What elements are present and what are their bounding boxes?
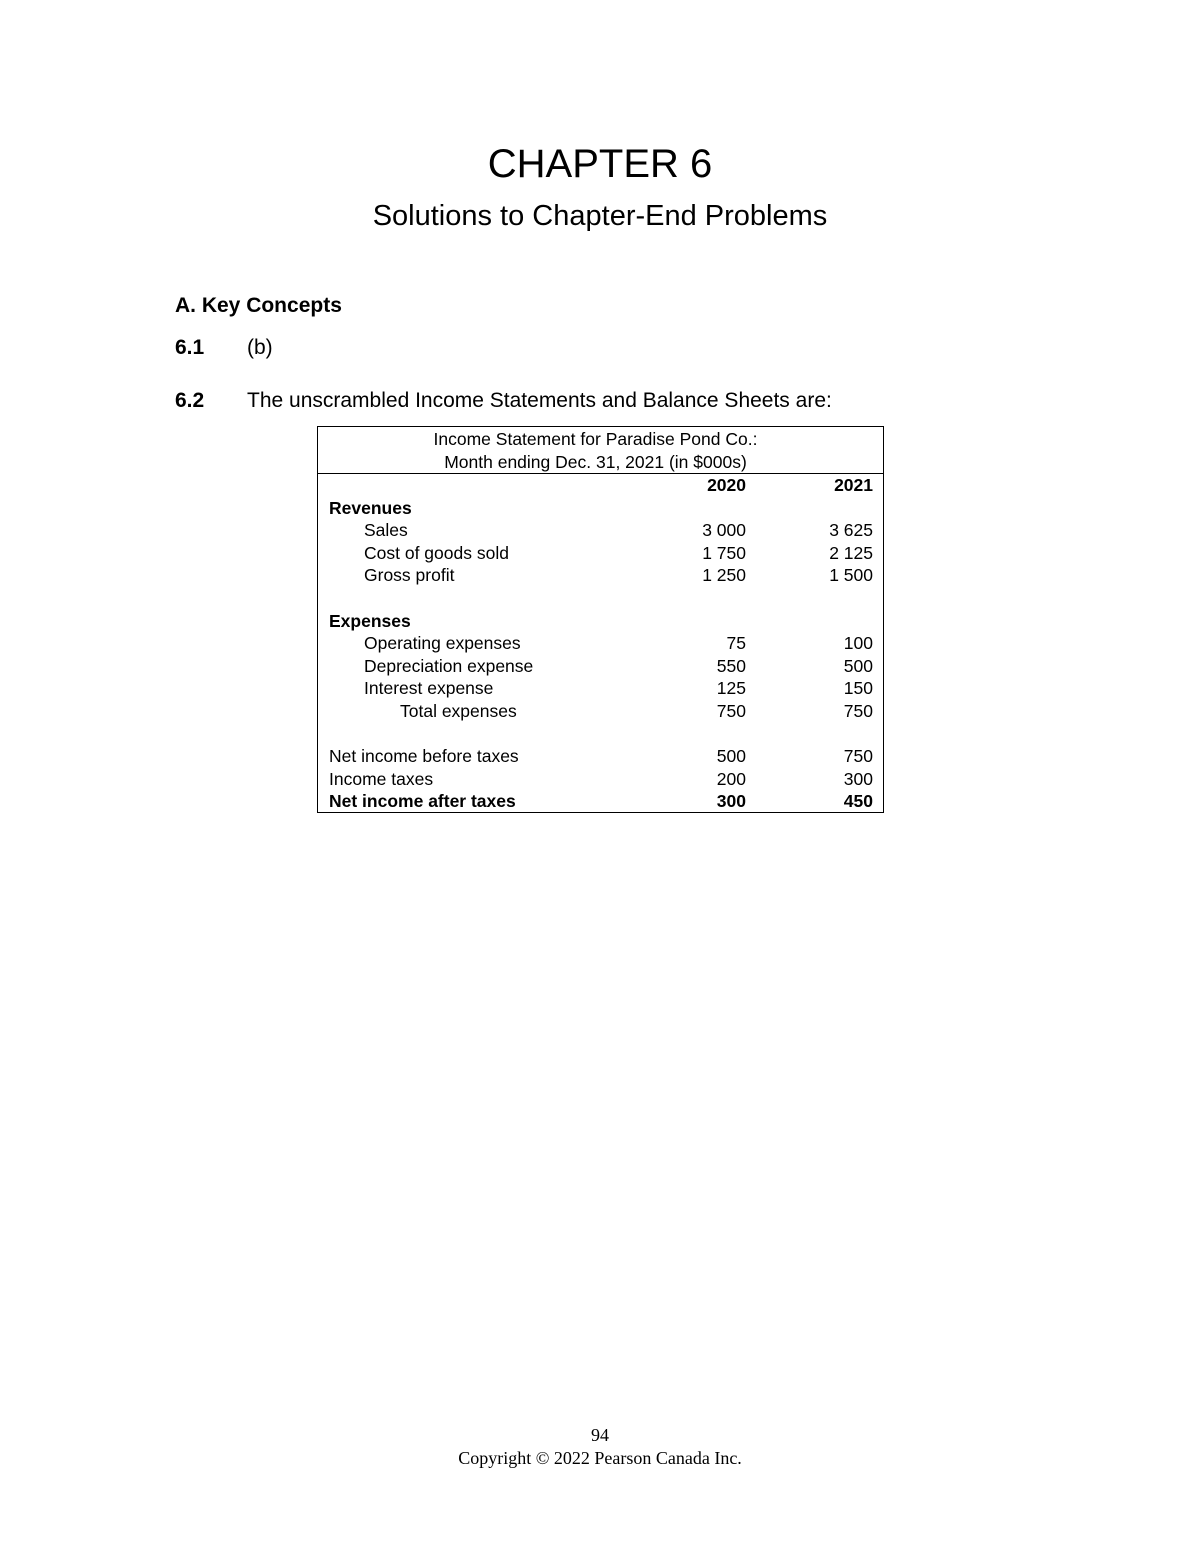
column-header-2020: 2020 — [707, 475, 746, 495]
row-label: Interest expense — [364, 678, 494, 699]
row-label: Cost of goods sold — [364, 542, 509, 563]
problem-6-1 — [175, 334, 273, 362]
statement-period: Month ending Dec. 31, 2021 (in $000s) — [444, 451, 747, 472]
year-header-row — [318, 474, 883, 497]
row-label: Gross profit — [364, 565, 455, 586]
value-2020: 500 — [716, 746, 746, 767]
table-row — [318, 542, 883, 565]
value-2020: 300 — [716, 791, 746, 812]
value-2021: 3 625 — [829, 520, 873, 541]
table-row — [318, 519, 883, 542]
value-2020: 3 000 — [702, 520, 746, 541]
row-label: Income taxes — [329, 768, 434, 789]
value-2021: 1 500 — [829, 565, 873, 586]
table-row — [318, 677, 883, 700]
value-2021: 100 — [843, 633, 873, 654]
expenses-heading: Expenses — [329, 610, 411, 631]
row-label: Operating expenses — [364, 633, 521, 654]
problem-number: 6.2 — [175, 389, 205, 412]
statement-header — [318, 427, 883, 474]
table-row — [318, 655, 883, 678]
table-row — [318, 700, 883, 723]
table-row — [318, 564, 883, 587]
section-heading: A. Key Concepts — [175, 294, 342, 317]
problem-text: (b) — [247, 336, 273, 359]
value-2021: 450 — [843, 791, 873, 812]
problem-number: 6.1 — [175, 336, 205, 359]
expenses-heading-row — [318, 610, 883, 633]
value-2020: 1 750 — [702, 542, 746, 563]
row-label: Total expenses — [400, 700, 517, 721]
chapter-subtitle: Solutions to Chapter-End Problems — [372, 200, 828, 232]
row-label: Depreciation expense — [364, 655, 534, 676]
table-row — [318, 745, 883, 768]
net-income-row — [318, 790, 883, 813]
problem-text: The unscrambled Income Statements and Balance Sheets are: — [247, 389, 832, 412]
row-label: Sales — [364, 520, 408, 541]
value-2021: 300 — [843, 768, 873, 789]
income-statement-table — [317, 426, 884, 813]
revenues-heading: Revenues — [329, 497, 412, 518]
table-row — [318, 632, 883, 655]
statement-title: Income Statement for Paradise Pond Co.: — [433, 429, 758, 449]
spacer — [318, 587, 883, 610]
value-2020: 125 — [716, 678, 746, 699]
value-2021: 2 125 — [829, 542, 873, 563]
value-2021: 500 — [843, 655, 873, 676]
column-header-2021: 2021 — [834, 475, 873, 495]
row-label: Net income before taxes — [329, 746, 519, 767]
value-2020: 1 250 — [702, 565, 746, 586]
row-label: Net income after taxes — [329, 791, 516, 812]
page-number: 94 — [591, 1425, 609, 1445]
spacer — [318, 723, 883, 746]
problem-6-2 — [175, 387, 832, 415]
value-2020: 750 — [716, 700, 746, 721]
value-2020: 550 — [716, 655, 746, 676]
revenues-heading-row — [318, 497, 883, 520]
value-2021: 750 — [843, 746, 873, 767]
chapter-title: CHAPTER 6 — [487, 142, 713, 186]
value-2021: 750 — [843, 700, 873, 721]
table-row — [318, 768, 883, 791]
value-2020: 75 — [726, 633, 746, 654]
value-2021: 150 — [843, 678, 873, 699]
value-2020: 200 — [716, 768, 746, 789]
copyright-notice: Copyright © 2022 Pearson Canada Inc. — [458, 1448, 742, 1468]
